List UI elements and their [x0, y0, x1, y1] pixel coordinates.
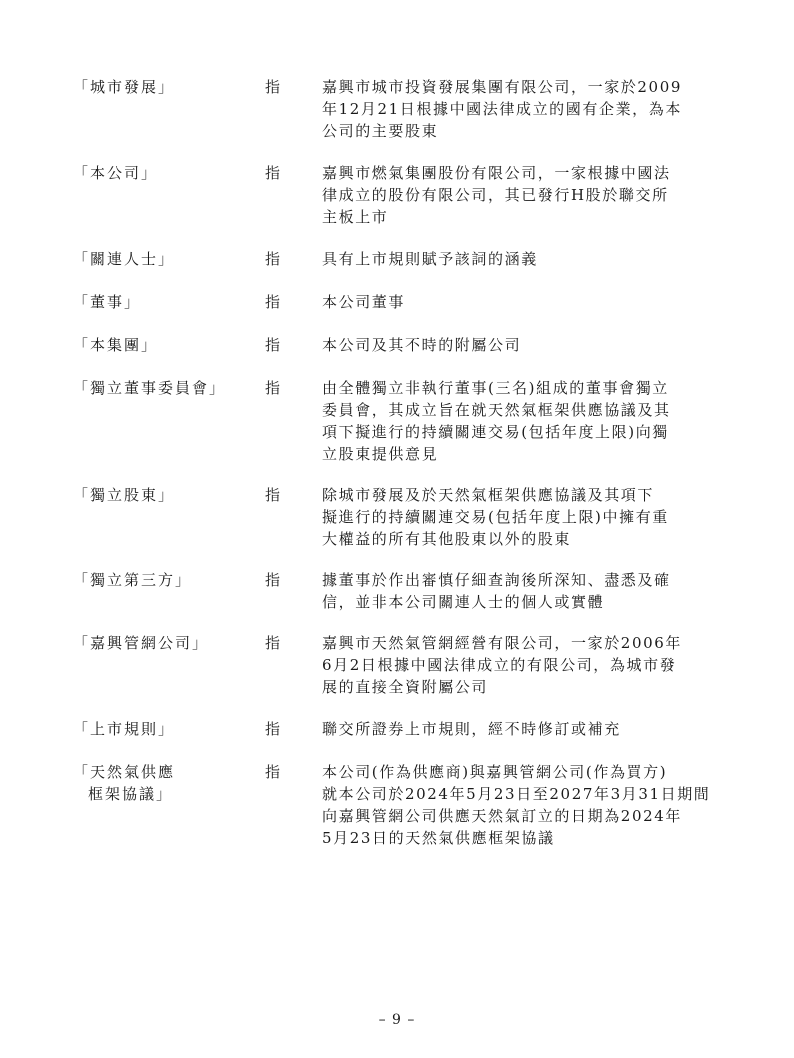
definition-term [73, 761, 175, 805]
definition-description [322, 76, 720, 142]
means-label: 指 [265, 571, 281, 589]
definition-term [73, 162, 158, 184]
term-line: 「獨立董事委員會」 [73, 379, 227, 397]
definition-description [322, 377, 720, 465]
means-label: 指 [265, 486, 281, 504]
means-label: 指 [265, 720, 281, 738]
means-label: 指 [265, 250, 281, 268]
definition-term [73, 718, 175, 740]
definition-term [73, 569, 192, 591]
description-line: 具有上市規則賦予該詞的涵義 [322, 250, 538, 268]
term-line: 框架協議」 [88, 785, 174, 803]
description-line: 5月23日的天然氣供應框架協議 [322, 829, 555, 847]
definition-term [73, 484, 175, 506]
description-line: 6月2日根據中國法律成立的有限公司，為城市發 [322, 656, 677, 674]
description-line: 就本公司於2024年5月23日至2027年3月31日期間 [322, 785, 711, 803]
definition-description [322, 761, 720, 849]
means-label: 指 [265, 379, 281, 397]
description-line: 聯交所證券上市規則，經不時修訂或補充 [322, 720, 621, 738]
description-line: 公司的主要股東 [322, 122, 439, 140]
term-line: 「董事」 [73, 293, 142, 311]
description-line: 本公司及其不時的附屬公司 [322, 336, 522, 354]
definition-description [322, 632, 720, 698]
description-line: 信，並非本公司關連人士的個人或實體 [322, 593, 605, 611]
description-line: 由全體獨立非執行董事(三名)組成的董事會獨立 [322, 379, 669, 397]
means-label: 指 [265, 293, 281, 311]
description-line: 展的直接全資附屬公司 [322, 678, 489, 696]
description-line: 大權益的所有其他股東以外的股東 [322, 530, 572, 548]
definition-description [322, 248, 720, 270]
description-line: 擬進行的持續關連交易(包括年度上限)中擁有重 [322, 508, 669, 526]
definition-term [73, 334, 158, 356]
definition-description [322, 484, 720, 550]
description-line: 本公司(作為供應商)與嘉興管網公司(作為買方) [322, 763, 668, 781]
means-label: 指 [265, 336, 281, 354]
term-line: 「獨立第三方」 [73, 571, 193, 589]
description-line: 向嘉興管網公司供應天然氣訂立的日期為2024年 [322, 807, 682, 825]
definition-description [322, 334, 720, 356]
term-line: 「嘉興管網公司」 [73, 634, 210, 652]
means-label: 指 [265, 763, 281, 781]
description-line: 除城市發展及於天然氣框架供應協議及其項下 [322, 486, 655, 504]
means-label: 指 [265, 164, 281, 182]
term-line: 「本公司」 [73, 164, 159, 182]
description-line: 本公司董事 [322, 293, 406, 311]
page-number: – 9 – [378, 1012, 416, 1028]
description-line: 嘉興市城市投資發展集團有限公司，一家於2009 [322, 78, 682, 96]
description-line: 項下擬進行的持續關連交易(包括年度上限)向獨 [322, 423, 669, 441]
description-line: 年12月21日根據中國法律成立的國有企業，為本 [322, 100, 682, 118]
means-label: 指 [265, 78, 281, 96]
term-line: 「獨立股東」 [73, 486, 176, 504]
term-line: 「天然氣供應 [73, 763, 176, 781]
definition-description [322, 162, 720, 228]
description-line: 據董事於作出審慎仔細查詢後所深知、盡悉及確 [322, 571, 671, 589]
definition-description [322, 291, 720, 313]
means-label: 指 [265, 634, 281, 652]
description-line: 嘉興市燃氣集團股份有限公司，一家根據中國法 [322, 164, 671, 182]
term-line: 「上市規則」 [73, 720, 176, 738]
term-line: 「本集團」 [73, 336, 159, 354]
description-line: 委員會，其成立旨在就天然氣框架供應協議及其 [322, 401, 671, 419]
definition-term [73, 248, 175, 270]
definition-term [73, 291, 141, 313]
definition-term [73, 377, 226, 399]
definition-description [322, 569, 720, 613]
definition-term [73, 76, 175, 98]
term-line: 「關連人士」 [73, 250, 176, 268]
description-line: 立股東提供意見 [322, 445, 439, 463]
definition-term [73, 632, 209, 654]
term-line: 「城市發展」 [73, 78, 176, 96]
definition-description [322, 718, 720, 740]
description-line: 嘉興市天然氣管網經營有限公司，一家於2006年 [322, 634, 682, 652]
description-line: 律成立的股份有限公司，其已發行H股於聯交所 [322, 186, 669, 204]
description-line: 主板上市 [322, 208, 389, 226]
